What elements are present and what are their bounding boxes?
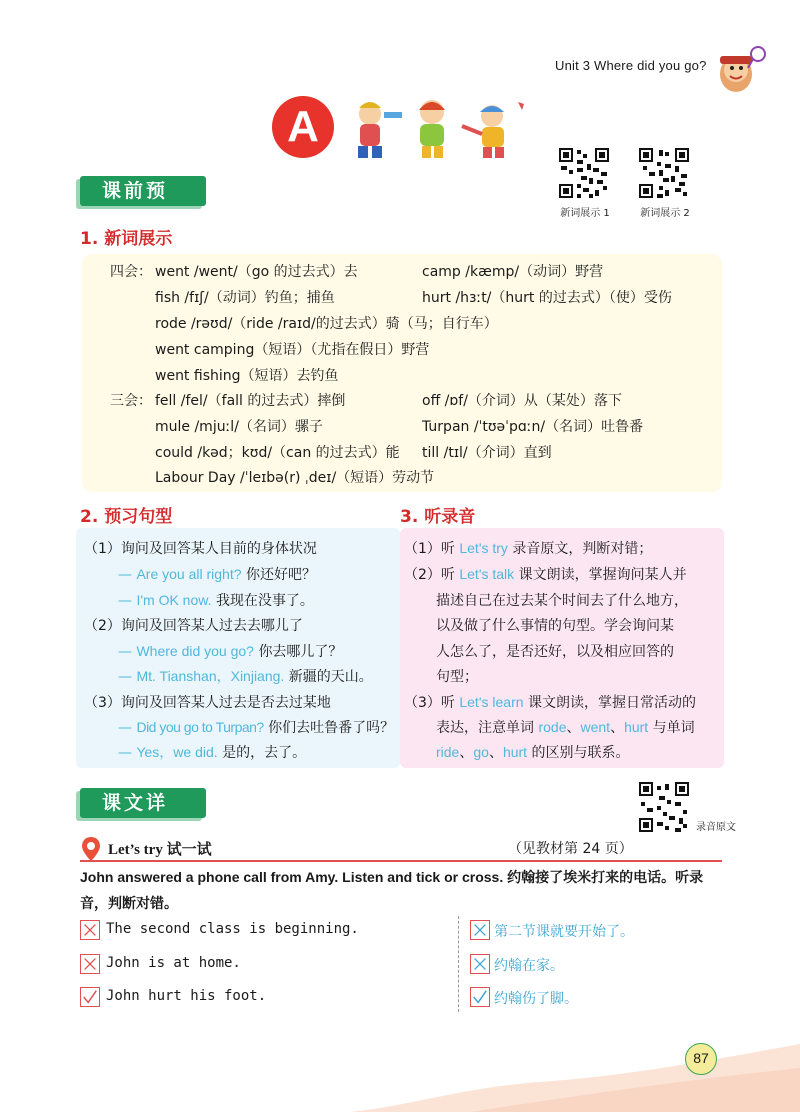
cross-mark-icon: [80, 920, 100, 940]
statement-text: John hurt his foot.: [106, 988, 267, 1004]
try-title: Let’s try 试一试: [108, 842, 212, 858]
statement-translation: 约翰在家。: [494, 958, 564, 974]
cross-mark-icon: [80, 954, 100, 974]
listen-line: ride、go、hurt 的区别与联系。: [436, 744, 630, 761]
sentence-example: — Mt. Tianshan，Xinjiang. 新疆的天山。: [118, 668, 373, 685]
column-divider: [458, 916, 459, 1012]
vocab-item: off /ɒf/（介词）从（某处）落下: [422, 393, 622, 409]
listen-line: 表达，注意单词 rode、went、hurt 与单词: [436, 719, 695, 736]
kids-illustration: [342, 96, 532, 162]
vocab-item: camp /kæmp/（动词）野营: [422, 264, 604, 280]
listen-item: （2）听 Let's talk 课文朗读，掌握询问某人并: [404, 566, 687, 583]
sentence-topic: （2）询问及回答某人过去去哪儿了: [84, 618, 303, 634]
vocab-item: went camping（短语）（尤指在假日）野营: [155, 342, 430, 358]
qr-label: 新词展示 2: [640, 208, 690, 219]
sentence-example: — Yes，we did. 是的，去了。: [118, 744, 307, 761]
vocab-item: rode /rəʊd/（ride /raɪd/的过去式）骑（马；自行车）: [155, 316, 498, 332]
instruction-text: John answered a phone call from Amy. Listen and tick or cross. 约翰接了埃米打来的电话。听录音，判断对错。: [80, 869, 704, 911]
section-a-badge: A: [272, 96, 334, 158]
vocab-item: could /kəd；kʊd/（can 的过去式）能: [155, 445, 400, 461]
tick-mark-icon: [470, 987, 490, 1007]
qr-code-icon[interactable]: [557, 146, 611, 200]
sentence-topic: （1）询问及回答某人目前的身体状况: [84, 541, 317, 557]
qr-label: 新词展示 1: [560, 208, 610, 219]
vocab-item: fish /fɪʃ/（动词）钓鱼；捕鱼: [155, 290, 335, 306]
location-pin-icon: [80, 836, 102, 862]
listen-item: （1）听 Let's try 录音原文，判断对错；: [404, 540, 653, 557]
vocab-item: till /tɪl/（介词）直到: [422, 445, 552, 461]
section-banner-explain: 课文详解: [80, 788, 206, 818]
vocab-heading: 1. 新词展示: [80, 229, 173, 249]
sentence-heading: 2. 预习句型: [80, 507, 173, 527]
statement-text: John is at home.: [106, 955, 241, 971]
vocab-item: went fishing（短语）去钓鱼: [155, 368, 339, 384]
listen-line: 以及做了什么事情的句型。学会询问某: [436, 618, 674, 634]
vocab-item: mule /mjuːl/（名词）骡子: [155, 419, 323, 435]
qr-code-icon[interactable]: [637, 146, 691, 200]
tick-mark-icon: [80, 987, 100, 1007]
listen-line: 描述自己在过去某个时间去了什么地方，: [436, 593, 688, 609]
statement-translation: 第二节课就要开始了。: [494, 924, 634, 940]
statement-text: The second class is beginning.: [106, 921, 359, 937]
listen-line: 人怎么了，是否还好，以及相应回答的: [436, 644, 674, 660]
sentence-example: — Are you all right? 你还好吧？: [118, 566, 316, 583]
mascot-illustration: [712, 40, 770, 96]
cross-mark-icon: [470, 954, 490, 974]
sentence-example: — Where did you go? 你去哪儿了？: [118, 643, 343, 660]
listen-heading: 3. 听录音: [400, 507, 476, 527]
page-number: 87: [685, 1043, 717, 1075]
vocab-item: Labour Day /ˈleɪbə(r) ˌdeɪ/（短语）劳动节: [155, 470, 435, 486]
qr-code-icon[interactable]: [637, 780, 691, 834]
listen-line: 句型；: [436, 669, 478, 685]
footer-wave-decoration: [350, 1040, 800, 1112]
sentence-example: — I'm OK now. 我现在没事了。: [118, 592, 314, 609]
qr-label: 录音原文: [696, 822, 736, 833]
cross-mark-icon: [470, 920, 490, 940]
heading-rule: [80, 860, 722, 862]
vocab-item: fell /fel/（fall 的过去式）摔倒: [155, 393, 346, 409]
four-label: 四会：: [110, 264, 152, 280]
vocab-item: hurt /hɜːt/（hurt 的过去式）（使）受伤: [422, 290, 672, 306]
section-banner-preview: 课前预习: [80, 176, 206, 206]
vocab-item: went /went/（go 的过去式）去: [155, 264, 358, 280]
unit-title: Unit 3 Where did you go?: [555, 58, 707, 73]
vocab-item: Turpan /ˈtʊəˈpɑːn/（名词）吐鲁番: [422, 419, 644, 435]
three-label: 三会：: [110, 393, 152, 409]
statement-translation: 约翰伤了脚。: [494, 991, 578, 1007]
listen-item: （3）听 Let's learn 课文朗读，掌握日常活动的: [404, 694, 696, 711]
textbook-reference: （见教材第 24 页）: [508, 841, 633, 857]
sentence-topic: （3）询问及回答某人过去是否去过某地: [84, 695, 331, 711]
sentence-example: — Did you go to Turpan? 你们去吐鲁番了吗？: [118, 719, 395, 736]
